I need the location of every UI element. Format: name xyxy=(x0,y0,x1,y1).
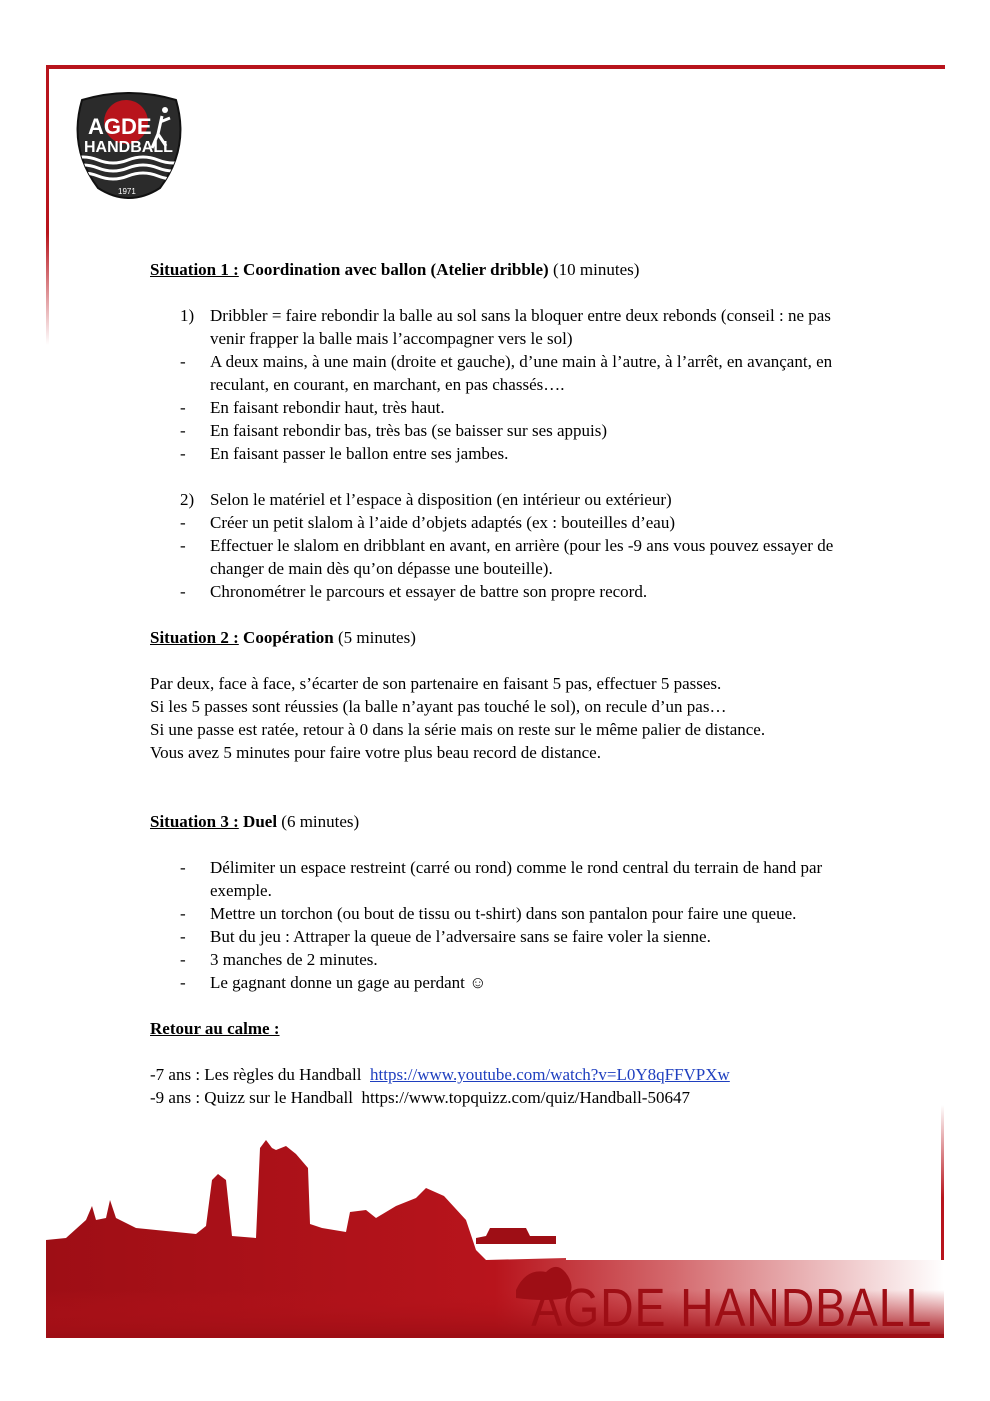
situation3-heading xyxy=(150,810,870,833)
list-item: - 3 manches de 2 minutes. xyxy=(180,950,378,969)
list-item: - But du jeu : Attraper la queue de l’adversaire sans se faire voler la sienne. xyxy=(180,927,711,946)
list-item: - En faisant passer le ballon entre ses jambes. xyxy=(180,444,509,463)
situation3-title: Duel xyxy=(243,812,278,831)
logo-year: 1971 xyxy=(118,187,136,196)
situation1-block2-list xyxy=(150,488,870,603)
situation3-duration: (6 minutes) xyxy=(281,812,360,831)
club-logo xyxy=(68,92,190,204)
quizz-url: https://www.topquizz.com/quiz/Handball-50647 xyxy=(361,1088,690,1107)
document-body xyxy=(150,258,870,1109)
situation1-block1-intro: 1) Dribbler = faire rebondir la balle au sol sans la bloquer entre deux rebonds (conseil : ne pas venir frapper la balle mais l’accompagner vers le sol) xyxy=(180,306,831,348)
situation3-list xyxy=(150,856,870,994)
logo-line1: AGDE xyxy=(88,114,152,139)
list-item: - Le gagnant donne un gage au perdant ☺ xyxy=(180,973,487,992)
list-item: - Créer un petit slalom à l’aide d’objets adaptés (ex : bouteilles d’eau) xyxy=(180,513,675,532)
situation2-label: Situation 2 : xyxy=(150,628,239,647)
situation3-label: Situation 3 : xyxy=(150,812,239,831)
list-marker: 2) xyxy=(180,490,195,509)
list-item: - Délimiter un espace restreint (carré ou rond) comme le rond central du terrain de hand par exemple. xyxy=(180,858,823,900)
logo-line2: HANDBALL xyxy=(84,139,173,156)
situation2-title: Coopération xyxy=(243,628,334,647)
situation1-block1-list xyxy=(150,304,870,465)
paragraph: Si les 5 passes sont réussies (la balle n’ayant pas touché le sol), on recule d’un pas… xyxy=(150,697,727,716)
resource-line-7ans: -7 ans : Les règles du Handball https://www.youtube.com/watch?v=L0Y8qFFVPXw xyxy=(150,1065,730,1084)
list-item: - En faisant rebondir bas, très bas (se baisser sur ses appuis) xyxy=(180,421,608,440)
resource-line-9ans: -9 ans : Quizz sur le Handball https://www.topquizz.com/quiz/Handball-50647 xyxy=(150,1088,690,1107)
list-marker: 1) xyxy=(180,306,195,325)
list-item: - A deux mains, à une main (droite et gauche), d’une main à l’autre, à l’arrêt, en avançant, en reculant, en courant, en marchant, en pas chassés…. xyxy=(180,352,833,394)
paragraph: Vous avez 5 minutes pour faire votre plus beau record de distance. xyxy=(150,743,601,762)
retour-label: Retour au calme : xyxy=(150,1019,280,1038)
situation1-block2-intro: 2) Selon le matériel et l’espace à disposition (en intérieur ou extérieur) xyxy=(180,490,672,509)
situation1-title: Coordination avec ballon (Atelier dribble) xyxy=(243,260,549,279)
paragraph: Par deux, face à face, s’écarter de son partenaire en faisant 5 pas, effectuer 5 passes. xyxy=(150,674,722,693)
situation2-text xyxy=(150,672,870,764)
situation1-duration: (10 minutes) xyxy=(552,260,640,279)
footer-brand-text: AGDE HANDBALL xyxy=(531,1278,932,1338)
list-item: - Chronométrer le parcours et essayer de battre son propre record. xyxy=(180,582,648,601)
list-item: - En faisant rebondir haut, très haut. xyxy=(180,398,445,417)
list-item: - Mettre un torchon (ou bout de tissu ou t-shirt) dans son pantalon pour faire une queue. xyxy=(180,904,797,923)
situation2-heading xyxy=(150,626,870,649)
youtube-link[interactable]: https://www.youtube.com/watch?v=L0Y8qFFVPXw xyxy=(370,1065,730,1084)
situation1-heading xyxy=(150,258,870,281)
retour-heading xyxy=(150,1017,870,1040)
situation1-label: Situation 1 : xyxy=(150,260,239,279)
situation2-duration: (5 minutes) xyxy=(337,628,416,647)
paragraph: Si une passe est ratée, retour à 0 dans la série mais on reste sur le même palier de distance. xyxy=(150,720,766,739)
frame-top-border xyxy=(46,65,945,69)
list-item: - Effectuer le slalom en dribblant en avant, en arrière (pour les -9 ans vous pouvez essayer de changer de main dès qu’on dépasse une bouteille). xyxy=(180,536,834,578)
frame-left-border xyxy=(46,65,49,345)
